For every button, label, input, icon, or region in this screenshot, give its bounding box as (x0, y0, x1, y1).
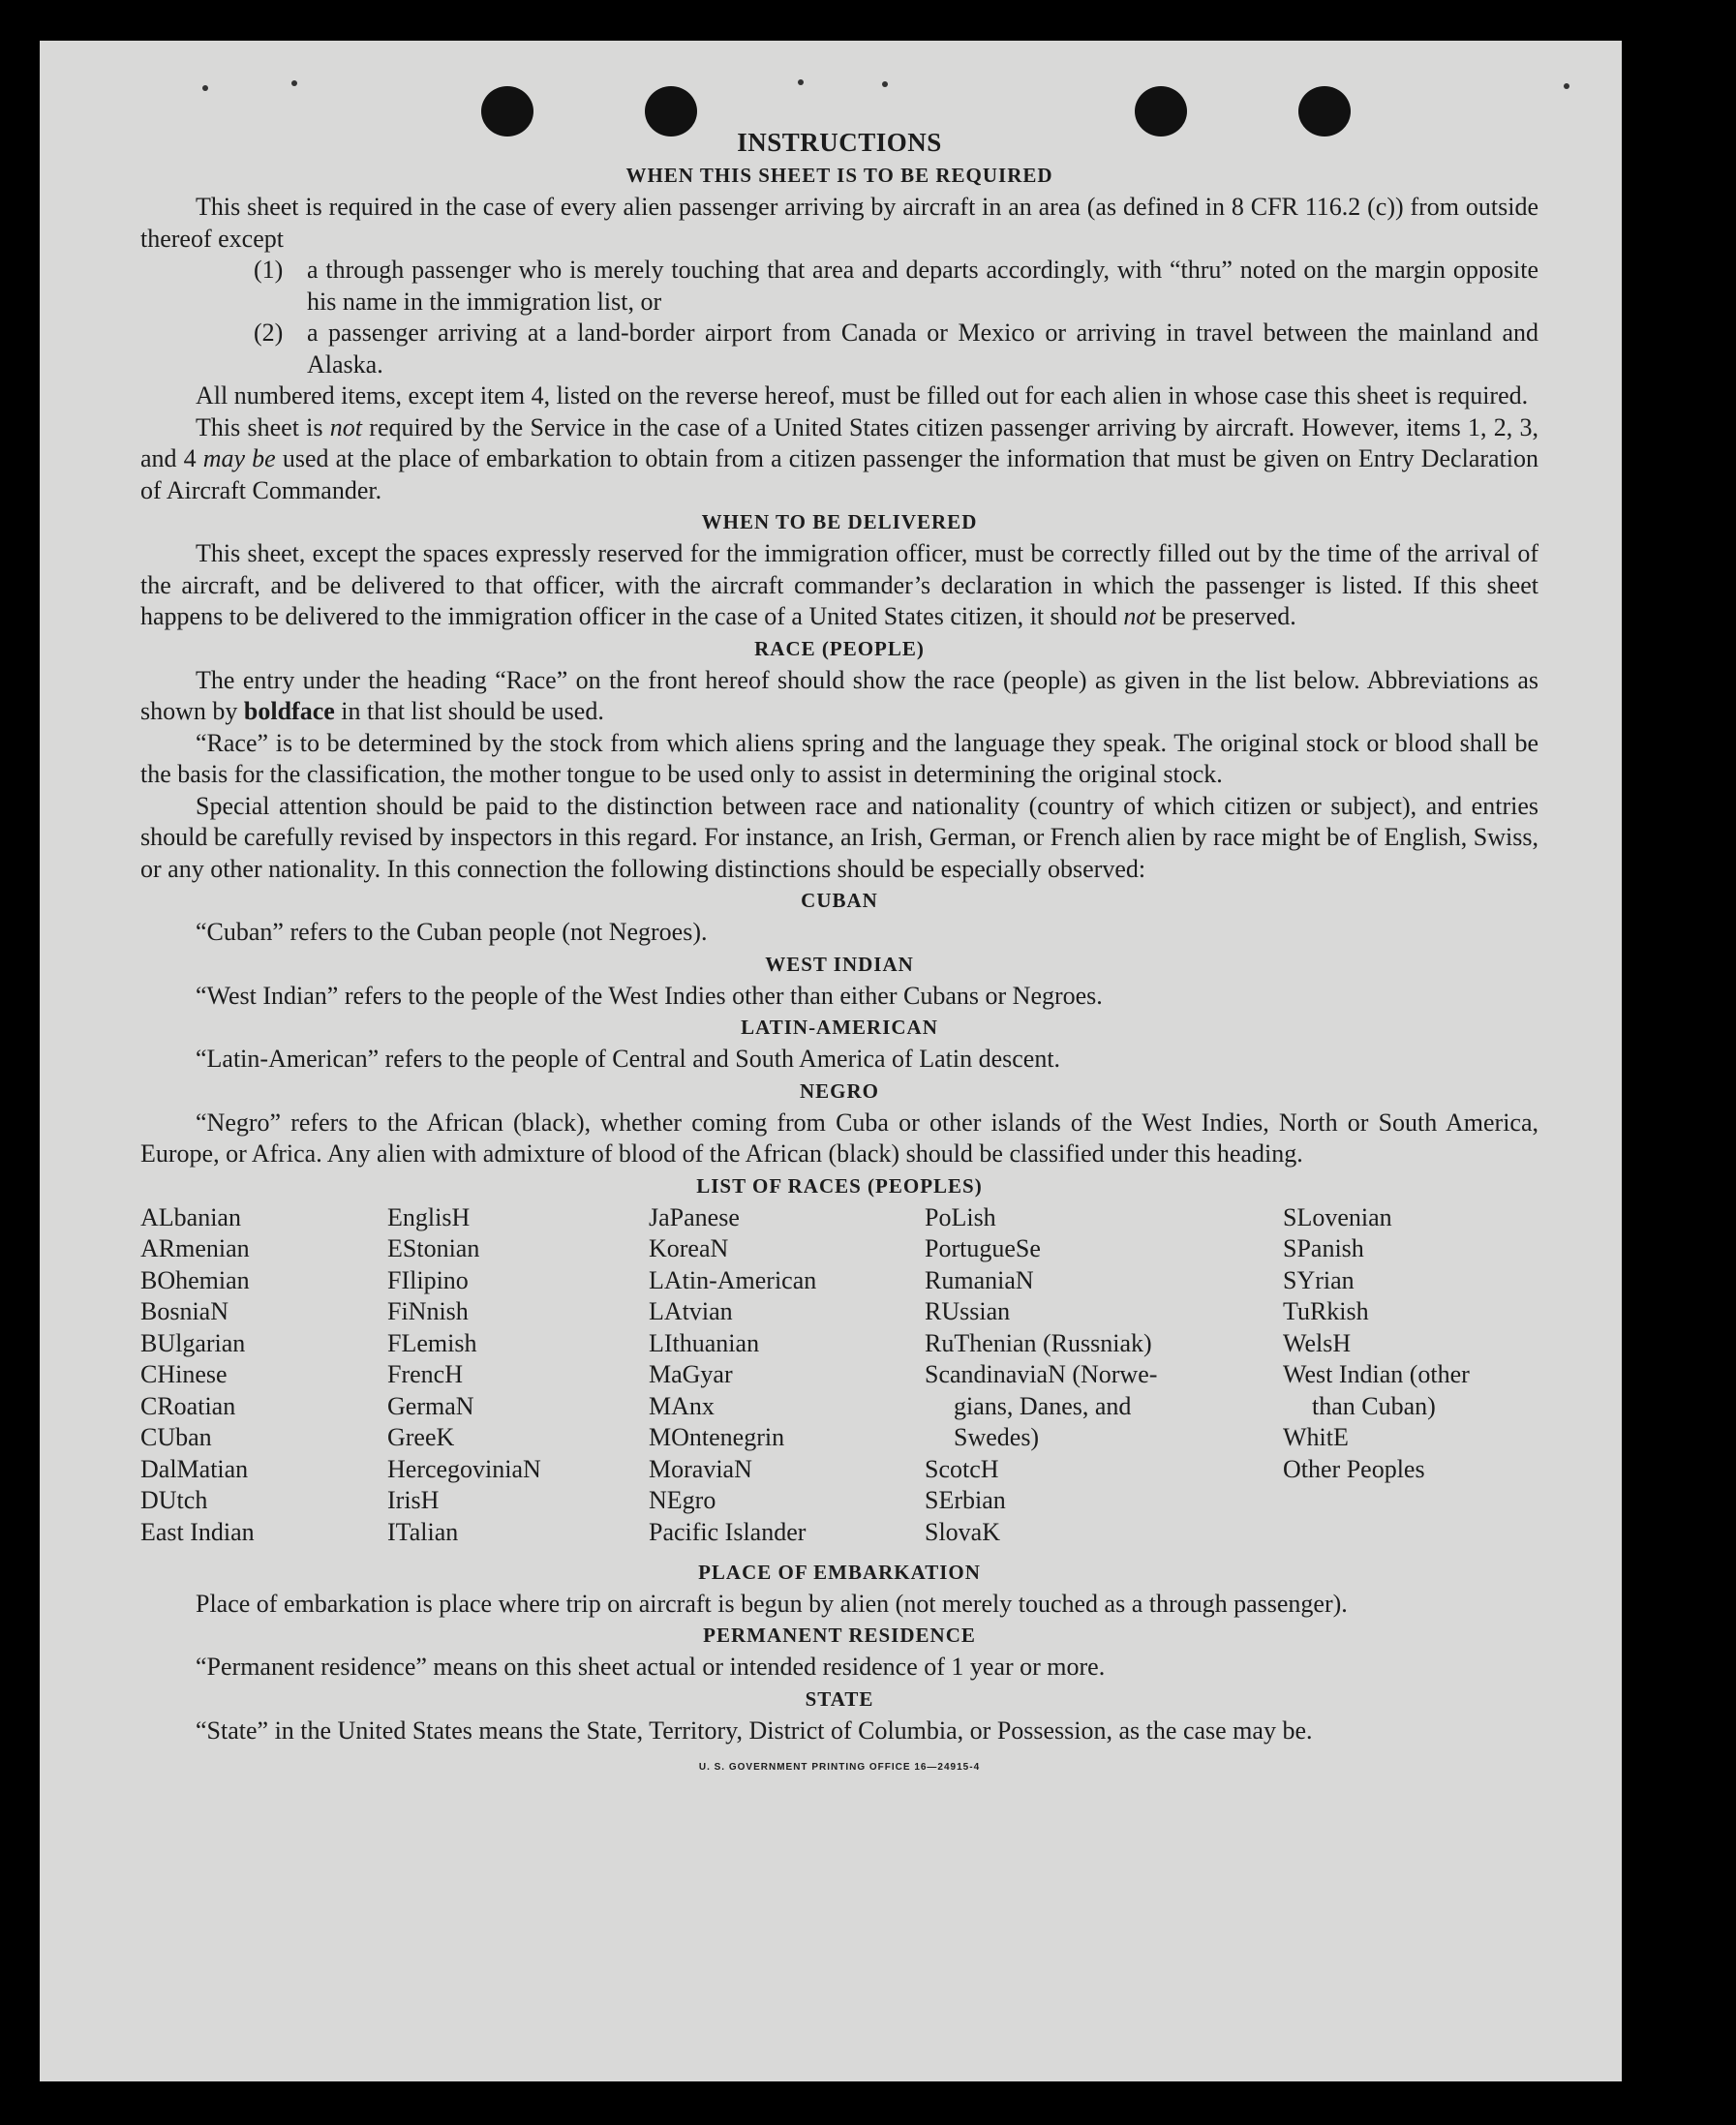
paragraph: Special attention should be paid to the distinction between race and nationality (country of which citizen or subject), and entries should be carefully revised by inspectors in this regard. For instance, an Irish, German, or French alien by race might be of English, Swiss, or any other nationality. In this connection the following distinctions should be especially observed: (140, 791, 1538, 883)
bold-text: boldface (243, 697, 335, 725)
race-entry: SErbian (925, 1486, 1006, 1514)
race-entry: KoreaN (649, 1234, 729, 1262)
race-entry: LAtvian (649, 1297, 733, 1325)
race-entry-continued: Swedes) (954, 1423, 1040, 1451)
race-entry: ARmenian (140, 1234, 250, 1262)
emphasis: not (1123, 602, 1156, 630)
section-heading: WEST INDIAN (765, 952, 914, 976)
paragraph (140, 665, 1538, 728)
section-heading: WHEN TO BE DELIVERED (701, 510, 978, 533)
race-entry: East Indian (140, 1517, 255, 1546)
race-entry: BosniaN (140, 1297, 228, 1325)
race-entry: NEgro (649, 1486, 716, 1514)
section-heading: WHEN THIS SHEET IS TO BE REQUIRED (625, 164, 1053, 187)
item-number: (2) (254, 319, 284, 347)
race-entry: PoLish (925, 1202, 996, 1231)
paragraph: “West Indian” refers to the people of the West Indies other than either Cubans or Negroes. (196, 981, 1103, 1010)
race-entry: PortugueSe (925, 1234, 1041, 1262)
list-item (140, 255, 1538, 318)
race-entry: FLemish (387, 1328, 477, 1357)
paragraph: “Latin-American” refers to the people of Central and South America of Latin descent. (196, 1045, 1061, 1073)
race-column (925, 1202, 1157, 1549)
race-entry: FrencH (387, 1360, 463, 1388)
race-entry: LAtin-American (649, 1265, 817, 1294)
speck (882, 81, 888, 87)
race-entry: RuThenian (Russniak) (925, 1328, 1152, 1357)
race-entry: FIlipino (387, 1265, 469, 1294)
emphasis: not (329, 412, 363, 441)
document-page (40, 41, 1622, 2081)
race-entry: FiNnish (387, 1297, 469, 1325)
item-text: a passenger arriving at a land-border airport from Canada or Mexico or arriving in travel between the mainland and Alaska. (307, 319, 1538, 379)
text: in that list should be used. (334, 697, 604, 725)
race-column (1283, 1202, 1470, 1486)
race-entry: SLovenian (1283, 1202, 1392, 1231)
race-entry: ScotcH (925, 1454, 999, 1483)
race-column (649, 1202, 816, 1549)
race-entry: ScandinaviaN (Norwe- (925, 1360, 1158, 1388)
speck (798, 79, 804, 85)
race-entry: West Indian (other (1283, 1360, 1470, 1388)
speck (291, 80, 297, 86)
race-entry: WhitE (1283, 1423, 1349, 1451)
race-entry: TuRkish (1283, 1297, 1369, 1325)
text: The entry under the heading “Race” on the front hereof should show the race (people) as given in the list below. Abbreviations as shown by (140, 665, 1538, 725)
item-text: a through passenger who is merely touching that area and departs accordingly, with “thru” noted on the margin opposite his name in the immigration list, or (307, 256, 1538, 316)
race-entry: BOhemian (140, 1265, 250, 1294)
page-title: INSTRUCTIONS (737, 128, 942, 157)
race-entry: DUtch (140, 1486, 208, 1514)
speck (1564, 83, 1569, 89)
race-entry: JaPanese (649, 1202, 740, 1231)
race-entry: CHinese (140, 1360, 228, 1388)
paragraph: All numbered items, except item 4, listed on the reverse hereof, must be filled out for each alien in whose case this sheet is required. (196, 381, 1529, 410)
list-item (140, 318, 1538, 380)
section-heading: LATIN-AMERICAN (741, 1016, 938, 1039)
emphasis: may be (202, 444, 276, 472)
race-entry: Other Peoples (1283, 1454, 1425, 1483)
section-heading: NEGRO (799, 1078, 879, 1103)
race-entry: SPanish (1283, 1234, 1364, 1262)
race-column (140, 1202, 255, 1549)
section-heading: PLACE OF EMBARKATION (698, 1560, 981, 1584)
race-entry: BUlgarian (140, 1328, 246, 1357)
paragraph: Place of embarkation is place where trip on aircraft is begun by alien (not merely touched as a through passenger). (196, 1589, 1348, 1618)
text: required by the Service in the case of a United States citizen passenger arriving by aircraft. However, items 1, 2, 3, and 4 (140, 412, 1538, 472)
race-entry: DalMatian (140, 1454, 249, 1483)
race-entry: ALbanian (140, 1202, 241, 1231)
race-entry-continued: gians, Danes, and (954, 1391, 1132, 1420)
text: This sheet is (196, 412, 330, 441)
race-column (387, 1202, 541, 1549)
race-entry: MoraviaN (649, 1454, 752, 1483)
race-entry: GermaN (387, 1391, 474, 1420)
race-entry: IrisH (387, 1486, 440, 1514)
race-entry: CUban (140, 1423, 212, 1451)
race-list (140, 1202, 1538, 1557)
text: be preserved. (1155, 602, 1296, 630)
paragraph: “Negro” refers to the African (black), whether coming from Cuba or other islands of the West Indies, North or South America, Europe, or Africa. Any alien with admixture of blood of the African (black) should be classified under this heading. (140, 1108, 1538, 1168)
paragraph: “Cuban” refers to the Cuban people (not Negroes). (196, 918, 708, 946)
paragraph (140, 538, 1538, 633)
section-heading: STATE (805, 1686, 874, 1711)
race-entry: SYrian (1283, 1265, 1355, 1294)
race-entry: Pacific Islander (649, 1517, 807, 1546)
race-entry: CRoatian (140, 1391, 236, 1420)
race-entry-continued: than Cuban) (1312, 1391, 1436, 1420)
race-entry: RUssian (925, 1297, 1011, 1325)
race-entry: GreeK (387, 1423, 455, 1451)
race-entry: WelsH (1283, 1328, 1352, 1357)
section-heading: PERMANENT RESIDENCE (703, 1624, 976, 1647)
race-entry: HercegoviniaN (387, 1454, 541, 1483)
paragraph: This sheet is required in the case of every alien passenger arriving by aircraft in an area (as defined in 8 CFR 116.2 (c)) from outside thereof except (140, 193, 1538, 253)
race-entry: MaGyar (649, 1360, 733, 1388)
section-heading: RACE (PEOPLE) (754, 636, 925, 660)
text: used at the place of embarkation to obtain from a citizen passenger the information that must be given on Entry Declaration of Aircraft Commander. (140, 444, 1538, 504)
race-entry: ITalian (387, 1517, 459, 1546)
race-entry: EnglisH (387, 1202, 471, 1231)
paragraph (140, 412, 1538, 507)
race-entry: MOntenegrin (649, 1423, 785, 1451)
printer-imprint: U. S. GOVERNMENT PRINTING OFFICE 16—24915-4 (698, 1762, 981, 1773)
instructions-content (140, 128, 1538, 1773)
race-entry: SlovaK (925, 1517, 1000, 1546)
race-entry: LIthuanian (649, 1328, 760, 1357)
text: This sheet, except the spaces expressly reserved for the immigration officer, must be correctly filled out by the time of the arrival of the aircraft, and be delivered to that officer, with the aircraft commander’s declaration in which the passenger is listed. If this sheet happens to be delivered to the immigration officer in the case of a United States citizen, it should (140, 539, 1538, 630)
speck (202, 85, 208, 91)
section-heading: LIST OF RACES (PEOPLES) (696, 1173, 983, 1198)
paragraph: “Race” is to be determined by the stock from which aliens spring and the language they speak. The original stock or blood shall be the basis for the classification, the mother tongue to be used only to assist in determining the original stock. (140, 728, 1538, 788)
paragraph: “State” in the United States means the State, Territory, District of Columbia, or Possession, as the case may be. (196, 1715, 1313, 1745)
race-entry: RumaniaN (925, 1265, 1034, 1294)
race-entry: EStonian (387, 1234, 480, 1262)
section-heading: CUBAN (801, 889, 878, 912)
paragraph: “Permanent residence” means on this sheet actual or intended residence of 1 year or more. (196, 1653, 1106, 1681)
item-number: (1) (254, 256, 284, 284)
race-entry: MAnx (649, 1391, 715, 1420)
